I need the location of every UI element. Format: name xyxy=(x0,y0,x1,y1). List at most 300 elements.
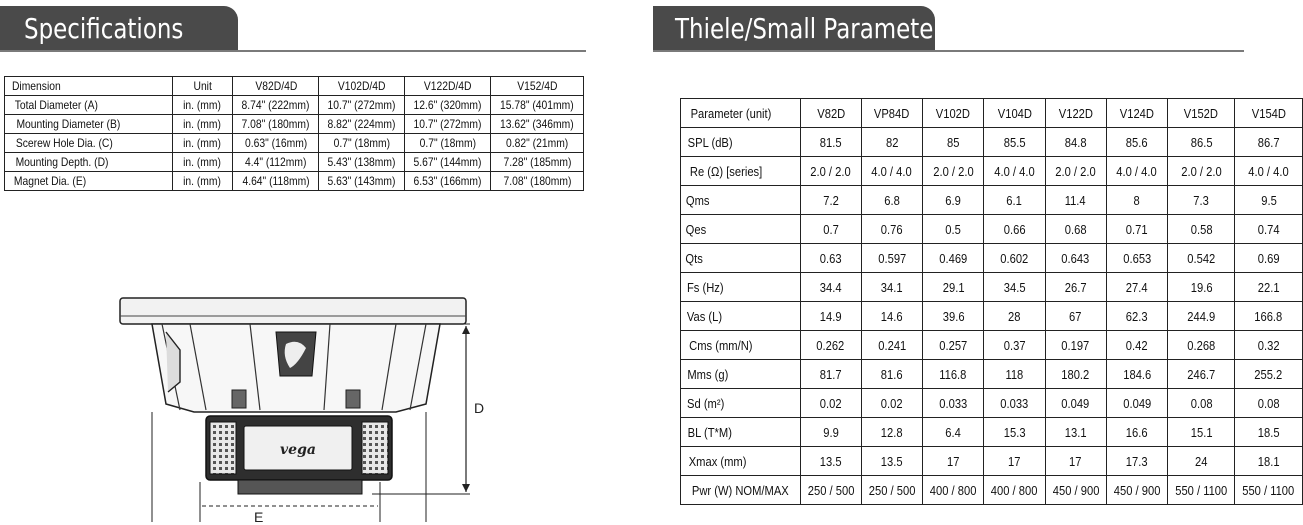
cell-text: 14.6 xyxy=(881,308,903,324)
value-cell xyxy=(800,99,861,128)
value-cell xyxy=(1106,273,1167,302)
cell-text: V104D xyxy=(997,105,1032,121)
cell-text: Mounting Depth. (D) xyxy=(15,155,109,169)
cell-text: 0.63" (16mm) xyxy=(244,136,308,150)
cell-text: in. (mm) xyxy=(183,136,222,150)
cell-text: Xmax (mm) xyxy=(688,453,747,469)
cell-text: V122D xyxy=(1058,105,1093,121)
cell-text: Vas (L) xyxy=(686,308,723,324)
row-label-cell xyxy=(5,77,173,96)
cell-text: 0.7" (18mm) xyxy=(419,136,477,150)
cell-text: 7.3 xyxy=(1193,192,1209,208)
value-cell xyxy=(1167,244,1234,273)
cell-text: 184.6 xyxy=(1122,366,1151,382)
cell-text: 0.5 xyxy=(945,221,961,237)
value-cell xyxy=(1167,389,1234,418)
row-label-cell xyxy=(5,172,173,191)
specifications-table xyxy=(4,76,584,191)
table-row xyxy=(681,215,1303,244)
cell-text: 86.7 xyxy=(1257,134,1280,150)
cell-text: 2.0 / 2.0 xyxy=(1055,163,1096,179)
value-cell xyxy=(1235,360,1302,389)
value-cell xyxy=(1235,273,1302,302)
cell-text: 0.653 xyxy=(1122,250,1151,266)
table-row xyxy=(681,157,1303,186)
cell-text: 14.9 xyxy=(819,308,842,324)
cell-text: 18.1 xyxy=(1257,453,1280,469)
cell-text: 18.5 xyxy=(1257,424,1280,440)
cell-text: 0.02 xyxy=(881,395,903,411)
value-cell xyxy=(800,302,861,331)
cell-text: 450 / 900 xyxy=(1113,482,1161,498)
cell-text: 0.58 xyxy=(1190,221,1213,237)
cell-text: V154D xyxy=(1251,105,1286,121)
cell-text: Cms (mm/N) xyxy=(689,337,753,353)
row-label-cell xyxy=(681,244,801,273)
cell-text: 9.5 xyxy=(1260,192,1277,208)
value-cell xyxy=(172,77,233,96)
cell-text: 8.74" (222mm) xyxy=(241,98,310,112)
cell-text: 250 / 500 xyxy=(807,482,855,498)
cell-text: 12.8 xyxy=(881,424,903,440)
row-label-cell xyxy=(5,153,173,172)
speaker-side-diagram xyxy=(110,292,520,522)
value-cell xyxy=(923,273,984,302)
cell-text: 250 / 500 xyxy=(868,482,916,498)
value-cell xyxy=(319,115,405,134)
value-cell xyxy=(800,157,861,186)
cell-text: Magnet Dia. (E) xyxy=(13,174,87,188)
value-cell xyxy=(1167,302,1234,331)
cell-text: 81.6 xyxy=(881,366,903,382)
table-row xyxy=(5,96,584,115)
value-cell xyxy=(1106,389,1167,418)
cell-text: 4.0 / 4.0 xyxy=(1248,163,1289,179)
cell-text: 13.62" (346mm) xyxy=(500,117,574,131)
row-label-cell xyxy=(681,99,801,128)
cell-text: 0.7 xyxy=(822,221,839,237)
row-label-cell xyxy=(681,418,801,447)
value-cell xyxy=(1235,302,1302,331)
cell-text: 4.64" (118mm) xyxy=(242,174,310,188)
thiele-small-table xyxy=(680,98,1303,505)
cell-text: Scerew Hole Dia. (C) xyxy=(15,136,113,150)
cell-text: 10.7" (272mm) xyxy=(327,98,396,112)
value-cell xyxy=(1106,447,1167,476)
value-cell xyxy=(1045,99,1106,128)
cell-text: 11.4 xyxy=(1065,192,1087,208)
cell-text: 0.68 xyxy=(1064,221,1087,237)
value-cell xyxy=(984,476,1045,505)
cell-text: 13.5 xyxy=(819,453,842,469)
table-row xyxy=(681,447,1303,476)
cell-text: 10.7" (272mm) xyxy=(413,117,482,131)
cell-text: V102D/4D xyxy=(338,79,386,93)
value-cell xyxy=(800,476,861,505)
cell-text: Unit xyxy=(193,79,212,93)
value-cell xyxy=(1045,476,1106,505)
value-cell xyxy=(405,153,491,172)
cell-text: in. (mm) xyxy=(183,155,222,169)
value-cell xyxy=(984,302,1045,331)
table-row xyxy=(681,360,1303,389)
cell-text: V124D xyxy=(1119,105,1154,121)
cell-text: in. (mm) xyxy=(183,117,222,131)
cell-text: 0.033 xyxy=(1000,395,1029,411)
value-cell xyxy=(1045,273,1106,302)
cell-text: 16.6 xyxy=(1125,424,1148,440)
value-cell xyxy=(1167,128,1234,157)
cell-text: 0.76 xyxy=(881,221,903,237)
row-label-cell xyxy=(681,331,801,360)
value-cell xyxy=(923,447,984,476)
value-cell xyxy=(861,128,922,157)
cell-text: SPL (dB) xyxy=(687,134,733,150)
value-cell xyxy=(861,215,922,244)
cell-text: 85.5 xyxy=(1003,134,1026,150)
cell-text: 255.2 xyxy=(1254,366,1283,382)
value-cell xyxy=(491,115,584,134)
header-row xyxy=(681,99,1303,128)
row-label-cell xyxy=(5,115,173,134)
value-cell xyxy=(984,360,1045,389)
cell-text: 0.37 xyxy=(1003,337,1026,353)
cell-text: 85 xyxy=(946,134,960,150)
value-cell xyxy=(984,99,1045,128)
value-cell xyxy=(1045,360,1106,389)
cell-text: 0.42 xyxy=(1125,337,1148,353)
value-cell xyxy=(1045,389,1106,418)
cell-text: 0.74 xyxy=(1257,221,1280,237)
value-cell xyxy=(1235,331,1302,360)
cell-text: 0.049 xyxy=(1061,395,1090,411)
cell-text: 0.268 xyxy=(1187,337,1216,353)
row-label-cell xyxy=(681,302,801,331)
cell-text: 5.67" (144mm) xyxy=(413,155,482,169)
value-cell xyxy=(491,77,584,96)
cell-text: 26.7 xyxy=(1064,279,1087,295)
cell-text: 34.1 xyxy=(881,279,903,295)
cell-text: 6.9 xyxy=(945,192,961,208)
cell-text: 246.7 xyxy=(1187,366,1216,382)
table-row xyxy=(681,186,1303,215)
value-cell xyxy=(233,77,319,96)
cell-text: 166.8 xyxy=(1254,308,1283,324)
brand-label: vega xyxy=(280,442,316,458)
value-cell xyxy=(172,134,233,153)
cell-text: 12.6" (320mm) xyxy=(413,98,482,112)
value-cell xyxy=(861,389,922,418)
value-cell xyxy=(923,331,984,360)
value-cell xyxy=(1167,273,1234,302)
cell-text: 0.82" (21mm) xyxy=(506,136,569,150)
value-cell xyxy=(1045,128,1106,157)
cell-text: BL (T*M) xyxy=(687,424,732,440)
value-cell xyxy=(1167,331,1234,360)
cell-text: 17 xyxy=(946,453,960,469)
value-cell xyxy=(233,115,319,134)
value-cell xyxy=(800,186,861,215)
value-cell xyxy=(1106,331,1167,360)
cell-text: 6.8 xyxy=(884,192,900,208)
table-row xyxy=(681,128,1303,157)
value-cell xyxy=(1106,476,1167,505)
value-cell xyxy=(1106,128,1167,157)
cell-text: 0.63 xyxy=(819,250,842,266)
cell-text: 7.08" (180mm) xyxy=(503,174,572,188)
cell-text: 4.0 / 4.0 xyxy=(994,163,1035,179)
value-cell xyxy=(1106,302,1167,331)
cell-text: 17.3 xyxy=(1125,453,1148,469)
value-cell xyxy=(1045,447,1106,476)
value-cell xyxy=(405,115,491,134)
table-row xyxy=(681,331,1303,360)
value-cell xyxy=(861,186,922,215)
value-cell xyxy=(800,244,861,273)
cell-text: 0.643 xyxy=(1061,250,1090,266)
value-cell xyxy=(800,447,861,476)
value-cell xyxy=(1106,157,1167,186)
cell-text: V82D/4D xyxy=(254,79,297,93)
value-cell xyxy=(923,244,984,273)
cell-text: 4.0 / 4.0 xyxy=(1116,163,1158,179)
cell-text: 0.262 xyxy=(816,337,845,353)
cell-text: 39.6 xyxy=(942,308,965,324)
value-cell xyxy=(1106,99,1167,128)
row-label-cell xyxy=(681,389,801,418)
cell-text: 24 xyxy=(1194,453,1208,469)
value-cell xyxy=(861,157,922,186)
value-cell xyxy=(984,418,1045,447)
cell-text: 34.4 xyxy=(819,279,842,295)
cell-text: 2.0 / 2.0 xyxy=(932,163,974,179)
cell-text: 34.5 xyxy=(1003,279,1026,295)
value-cell xyxy=(861,360,922,389)
cell-text: VP84D xyxy=(874,105,910,121)
cell-text: 0.033 xyxy=(939,395,968,411)
cell-text: Parameter (unit) xyxy=(690,105,772,121)
cell-text: Re (Ω) [series] xyxy=(689,163,763,179)
value-cell xyxy=(1167,215,1234,244)
cell-text: in. (mm) xyxy=(183,98,222,112)
value-cell xyxy=(923,302,984,331)
value-cell xyxy=(1235,157,1302,186)
cell-text: 7.08" (180mm) xyxy=(241,117,310,131)
cell-text: 28 xyxy=(1008,308,1021,324)
cell-text: 450 / 900 xyxy=(1052,482,1099,498)
value-cell xyxy=(1045,244,1106,273)
value-cell xyxy=(923,389,984,418)
cell-text: 0.257 xyxy=(939,337,968,353)
thiele-small-title: Thiele/Small Parameters xyxy=(675,12,955,45)
cell-text: 17 xyxy=(1069,453,1082,469)
cell-text: Qts xyxy=(685,250,703,266)
cell-text: 6.4 xyxy=(945,424,961,440)
row-label-cell xyxy=(681,215,801,244)
value-cell xyxy=(172,96,233,115)
cell-text: 8 xyxy=(1133,192,1140,208)
value-cell xyxy=(1235,99,1302,128)
value-cell xyxy=(233,134,319,153)
value-cell xyxy=(1167,157,1234,186)
cell-text: 0.602 xyxy=(1000,250,1029,266)
cell-text: 244.9 xyxy=(1187,308,1216,324)
cell-text: 0.66 xyxy=(1003,221,1026,237)
cell-text: in. (mm) xyxy=(183,174,222,188)
table-row xyxy=(681,302,1303,331)
value-cell xyxy=(923,418,984,447)
cell-text: 67 xyxy=(1069,308,1082,324)
cell-text: 0.02 xyxy=(819,395,842,411)
value-cell xyxy=(800,360,861,389)
cell-text: Mms (g) xyxy=(687,366,729,382)
value-cell xyxy=(984,273,1045,302)
cell-text: 400 / 800 xyxy=(991,482,1038,498)
cell-text: 81.5 xyxy=(819,134,842,150)
value-cell xyxy=(1167,418,1234,447)
specifications-title: Specifications xyxy=(24,12,184,45)
cell-text: 118 xyxy=(1005,366,1024,382)
value-cell xyxy=(1106,244,1167,273)
cell-text: Pwr (W) NOM/MAX xyxy=(691,482,789,498)
cell-text: 82 xyxy=(885,134,899,150)
thiele-small-title-tab xyxy=(653,6,955,52)
value-cell xyxy=(1106,360,1167,389)
value-cell xyxy=(861,99,922,128)
value-cell xyxy=(923,360,984,389)
cell-text: 6.1 xyxy=(1006,192,1023,208)
value-cell xyxy=(319,172,405,191)
cell-text: 0.32 xyxy=(1257,337,1280,353)
value-cell xyxy=(923,476,984,505)
cell-text: Qms xyxy=(685,192,710,208)
cell-text: 8.82" (224mm) xyxy=(327,117,396,131)
table-row xyxy=(681,476,1303,505)
value-cell xyxy=(1235,186,1302,215)
table-row xyxy=(5,153,584,172)
table-row xyxy=(681,418,1303,447)
cell-text: V122D/4D xyxy=(424,79,472,93)
row-label-cell xyxy=(681,157,801,186)
value-cell xyxy=(861,447,922,476)
cell-text: 0.049 xyxy=(1122,395,1151,411)
cell-text: V152/4D xyxy=(517,79,558,93)
value-cell xyxy=(861,244,922,273)
cell-text: Fs (Hz) xyxy=(686,279,724,295)
cell-text: 180.2 xyxy=(1061,366,1090,382)
cell-text: 86.5 xyxy=(1190,134,1213,150)
value-cell xyxy=(923,128,984,157)
cell-text: 29.1 xyxy=(942,279,965,295)
cell-text: 9.9 xyxy=(822,424,839,440)
value-cell xyxy=(861,476,922,505)
value-cell xyxy=(172,172,233,191)
value-cell xyxy=(923,157,984,186)
cell-text: 116.8 xyxy=(939,366,967,382)
table-row xyxy=(5,172,584,191)
table-row xyxy=(681,273,1303,302)
value-cell xyxy=(800,215,861,244)
value-cell xyxy=(405,77,491,96)
cell-text: 2.0 / 2.0 xyxy=(1181,163,1222,179)
value-cell xyxy=(1167,186,1234,215)
value-cell xyxy=(984,128,1045,157)
cell-text: 7.2 xyxy=(822,192,839,208)
table-row xyxy=(5,134,584,153)
cell-text: 0.7" (18mm) xyxy=(333,136,391,150)
row-label-cell xyxy=(681,447,801,476)
value-cell xyxy=(491,153,584,172)
value-cell xyxy=(800,389,861,418)
value-cell xyxy=(984,389,1045,418)
cell-text: 0.469 xyxy=(939,250,968,266)
row-label-cell xyxy=(681,476,801,505)
cell-text: 85.6 xyxy=(1125,134,1148,150)
value-cell xyxy=(984,186,1045,215)
cell-text: 5.43" (138mm) xyxy=(327,155,396,169)
cell-text: 27.4 xyxy=(1125,279,1148,295)
value-cell xyxy=(1167,360,1234,389)
cell-text: 15.78" (401mm) xyxy=(500,98,574,112)
cell-text: 550 / 1100 xyxy=(1175,482,1228,498)
value-cell xyxy=(861,418,922,447)
cell-text: 15.3 xyxy=(1003,424,1026,440)
cell-text: 550 / 1100 xyxy=(1242,482,1295,498)
cell-text: Total Diameter (A) xyxy=(14,98,98,112)
cell-text: 13.1 xyxy=(1064,424,1087,440)
value-cell xyxy=(1167,99,1234,128)
cell-text: 62.3 xyxy=(1125,308,1148,324)
cell-text: 0.241 xyxy=(877,337,906,353)
value-cell xyxy=(1045,302,1106,331)
row-label-cell xyxy=(681,273,801,302)
cell-text: 0.71 xyxy=(1125,221,1148,237)
value-cell xyxy=(1235,389,1302,418)
value-cell xyxy=(405,172,491,191)
cell-text: Dimension xyxy=(11,79,61,93)
value-cell xyxy=(1045,157,1106,186)
cell-text: 13.5 xyxy=(881,453,903,469)
cell-text: 81.7 xyxy=(819,366,842,382)
value-cell xyxy=(172,153,233,172)
value-cell xyxy=(1045,418,1106,447)
cell-text: 7.28" (185mm) xyxy=(503,155,572,169)
value-cell xyxy=(1235,447,1302,476)
value-cell xyxy=(800,128,861,157)
cell-text: Sd (m²) xyxy=(687,395,725,411)
thiele-small-rule xyxy=(653,50,1244,52)
value-cell xyxy=(984,331,1045,360)
cell-text: 17 xyxy=(1008,453,1021,469)
value-cell xyxy=(1045,331,1106,360)
value-cell xyxy=(923,99,984,128)
cell-text: 19.6 xyxy=(1190,279,1213,295)
cell-text: 22.1 xyxy=(1257,279,1280,295)
value-cell xyxy=(861,331,922,360)
cell-text: 0.08 xyxy=(1257,395,1280,411)
cell-text: Qes xyxy=(685,221,707,237)
cell-text: 15.1 xyxy=(1190,424,1213,440)
value-cell xyxy=(405,134,491,153)
value-cell xyxy=(233,153,319,172)
value-cell xyxy=(800,418,861,447)
value-cell xyxy=(984,244,1045,273)
value-cell xyxy=(319,153,405,172)
value-cell xyxy=(172,115,233,134)
value-cell xyxy=(491,96,584,115)
cell-text: 4.4" (112mm) xyxy=(245,155,307,169)
value-cell xyxy=(1235,244,1302,273)
